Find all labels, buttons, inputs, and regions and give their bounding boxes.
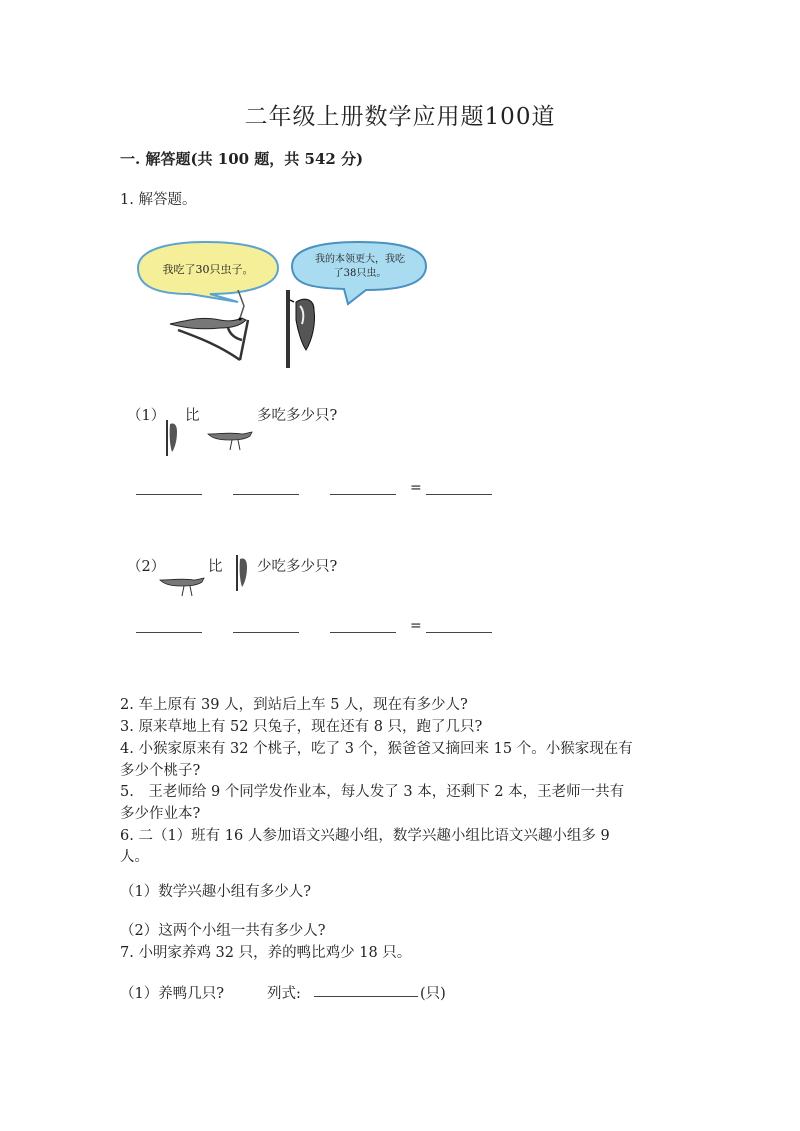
q1-sub2-suffix: 少吃多少只? — [257, 559, 338, 575]
equals-sign: = — [410, 618, 422, 634]
q1-sub1-suffix: 多吃多少只? — [257, 408, 338, 424]
songbird-icon — [158, 570, 206, 598]
answer-blank-8[interactable] — [426, 632, 492, 633]
question-3: 3. 原来草地上有 52 只兔子，现在还有 8 只，跑了几只? — [120, 719, 483, 735]
question-4-line-2: 多少个桃子? — [120, 763, 201, 779]
speech-bubble-left — [138, 242, 278, 302]
birds-illustration — [130, 240, 440, 370]
unit-label: (只) — [420, 986, 446, 1002]
bubble-right-text-1: 我的本领更大，我吃 — [315, 254, 405, 265]
q1-sub2-prefix: （2） — [127, 559, 166, 575]
page-title: 二年级上册数学应用题100道 — [244, 104, 556, 130]
q1-sub2-mid: 比 — [208, 559, 223, 575]
question-6-sub-2: （2）这两个小组一共有多少人? — [120, 923, 326, 939]
equals-sign: = — [410, 480, 422, 496]
answer-blank-1[interactable] — [136, 494, 202, 495]
question-6-line-1: 6. 二（1）班有 16 人参加语文兴趣小组，数学兴趣小组比语文兴趣小组多 9 — [120, 828, 610, 844]
section-heading: 一. 解答题(共 100 题，共 542 分) — [120, 150, 364, 168]
q1-sub1-mid: 比 — [185, 408, 200, 424]
q1-sub1-prefix: （1） — [127, 408, 166, 424]
woodpecker-icon — [163, 418, 179, 458]
question-4-line-1: 4. 小猴家原来有 32 个桃子，吃了 3 个，猴爸爸又摘回来 15 个。小猴家现在有 — [120, 741, 633, 757]
question-5-line-1: 5. 王老师给 9 个同学发作业本，每人发了 3 本，还剩下 2 本，王老师一共有 — [120, 784, 625, 800]
speech-bubble-right — [292, 242, 426, 304]
formula-label: 列式: — [267, 986, 301, 1002]
songbird-icon — [206, 424, 254, 452]
question-7: 7. 小明家养鸡 32 只，养的鸭比鸡少 18 只。 — [120, 945, 412, 961]
answer-blank-3[interactable] — [330, 494, 396, 495]
answer-blank-4[interactable] — [426, 494, 492, 495]
answer-blank-7[interactable] — [330, 632, 396, 633]
question-5-line-2: 多少作业本? — [120, 806, 201, 822]
woodpecker-drawing — [288, 290, 315, 368]
woodpecker-icon — [233, 553, 249, 593]
question-6-sub-1: （1）数学兴趣小组有多少人? — [120, 884, 311, 900]
bubble-left-text: 我吃了30只虫子。 — [162, 263, 254, 276]
question-6-line-2: 人。 — [120, 849, 149, 865]
formula-answer-blank[interactable] — [314, 996, 418, 997]
question-7-sub-1: （1）养鸭几只? — [120, 986, 224, 1002]
answer-blank-2[interactable] — [233, 494, 299, 495]
question-1-label: 1. 解答题。 — [120, 192, 197, 208]
bubble-right-text-2: 了38只虫。 — [333, 268, 387, 279]
question-2: 2. 车上原有 39 人，到站后上车 5 人，现在有多少人? — [120, 697, 468, 713]
answer-blank-6[interactable] — [233, 632, 299, 633]
answer-blank-5[interactable] — [136, 632, 202, 633]
